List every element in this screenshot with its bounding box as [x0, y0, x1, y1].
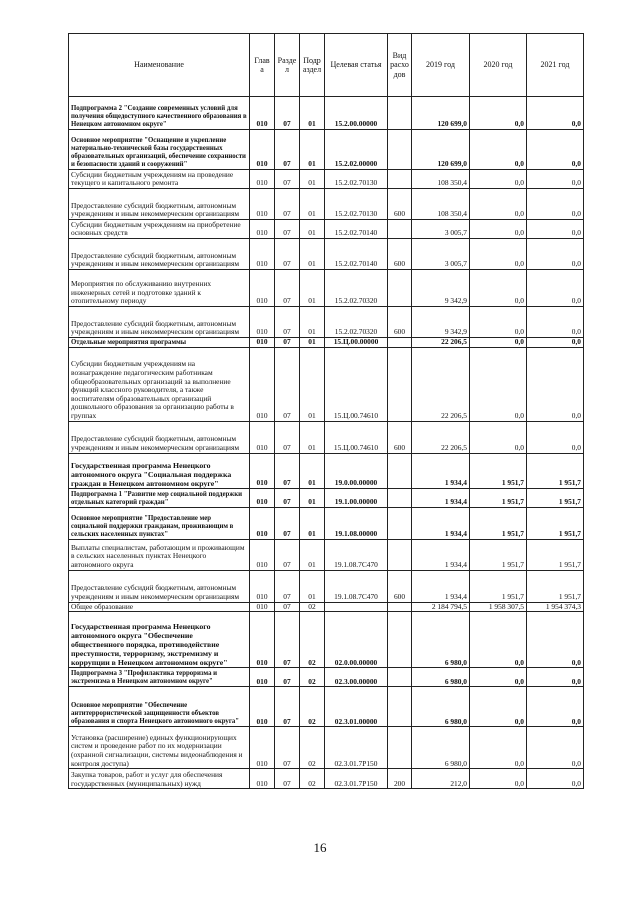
cell-expense-type: 600 — [388, 570, 412, 602]
cell-2020: 0,0 — [470, 347, 527, 421]
cell-glava: 010 — [250, 189, 275, 220]
cell-name: Подпрограмма 3 "Профилактика терроризма и экстремизма в Ненецком автономном округе" — [69, 668, 250, 687]
cell-glava: 010 — [250, 130, 275, 170]
table-body — [69, 97, 584, 789]
cell-podrazdel: 02 — [300, 769, 325, 789]
cell-2019: 3 005,7 — [412, 239, 470, 270]
budget-table-sheet — [68, 33, 583, 789]
table-row — [69, 347, 584, 421]
cell-razdel: 07 — [275, 488, 300, 507]
cell-name: Основное мероприятие "Обеспечение антитеррористической защищенности объектов образования и спорта Ненецкого автономного округа" — [69, 687, 250, 727]
table-row — [69, 130, 584, 170]
header-podrazdel: Подр аздел — [300, 34, 325, 97]
header-name: Наименование — [69, 34, 250, 97]
cell-podrazdel: 01 — [300, 189, 325, 220]
cell-2019: 22 206,5 — [412, 347, 470, 421]
table-row — [69, 97, 584, 130]
cell-2019: 108 350,4 — [412, 170, 470, 189]
cell-2020: 0,0 — [470, 338, 527, 348]
cell-2021: 0,0 — [527, 130, 584, 170]
cell-target-article: 19.1.00.00000 — [325, 488, 388, 507]
cell-2019: 6 980,0 — [412, 668, 470, 687]
cell-2019: 6 980,0 — [412, 687, 470, 727]
table-row — [69, 507, 584, 539]
cell-expense-type — [388, 668, 412, 687]
table-row — [69, 338, 584, 348]
cell-podrazdel: 01 — [300, 270, 325, 307]
cell-expense-type: 600 — [388, 239, 412, 270]
cell-glava: 010 — [250, 170, 275, 189]
cell-2020: 0,0 — [470, 668, 527, 687]
cell-podrazdel: 01 — [300, 338, 325, 348]
cell-expense-type — [388, 270, 412, 307]
cell-razdel: 07 — [275, 130, 300, 170]
cell-podrazdel: 02 — [300, 602, 325, 612]
cell-name: Субсидии бюджетным учреждениям на вознаграждение педагогическим работникам общеобразовательных организаций за выполнение функций классного руководителя, а также воспитателям образовательных организаций дошкольного образования за организацию работы в группах — [69, 347, 250, 421]
table-row — [69, 602, 584, 612]
cell-name: Предоставление субсидий бюджетным, автономным учреждениям и иным некоммерческим организациям — [69, 570, 250, 602]
header-2021: 2021 год — [527, 34, 584, 97]
cell-name: Закупка товаров, работ и услуг для обеспечения государственных (муниципальных) нужд — [69, 769, 250, 789]
cell-2019: 120 699,0 — [412, 97, 470, 130]
cell-target-article — [325, 602, 388, 612]
cell-2021: 0,0 — [527, 612, 584, 668]
cell-glava: 010 — [250, 220, 275, 239]
cell-2021: 1 951,7 — [527, 539, 584, 570]
cell-2021: 0,0 — [527, 239, 584, 270]
cell-glava: 010 — [250, 338, 275, 348]
cell-target-article: 15.Ц.00.74610 — [325, 421, 388, 453]
cell-2019: 1 934,4 — [412, 507, 470, 539]
cell-name: Подпрограмма 2 "Создание современных условий для получения общедоступного качественного образования в Ненецком автономном округе" — [69, 97, 250, 130]
cell-2021: 1 954 374,3 — [527, 602, 584, 612]
cell-expense-type — [388, 687, 412, 727]
header-2019: 2019 год — [412, 34, 470, 97]
cell-2021: 0,0 — [527, 307, 584, 338]
cell-2020: 0,0 — [470, 220, 527, 239]
cell-target-article: 02.3.01.00000 — [325, 687, 388, 727]
cell-razdel: 07 — [275, 270, 300, 307]
cell-target-article: 15.2.00.00000 — [325, 97, 388, 130]
cell-name: Государственная программа Ненецкого автономного округа "Обеспечение общественного порядка, противодействие преступности, терроризму, экстремизму и коррупции в Ненецком автономном округе" — [69, 612, 250, 668]
cell-glava: 010 — [250, 507, 275, 539]
cell-glava: 010 — [250, 239, 275, 270]
cell-expense-type — [388, 507, 412, 539]
cell-glava: 010 — [250, 421, 275, 453]
cell-target-article: 02.3.01.7Р150 — [325, 727, 388, 769]
cell-target-article: 15.Ц.00.74610 — [325, 347, 388, 421]
cell-expense-type — [388, 338, 412, 348]
cell-razdel: 07 — [275, 727, 300, 769]
cell-razdel: 07 — [275, 189, 300, 220]
header-2020: 2020 год — [470, 34, 527, 97]
table-row — [69, 727, 584, 769]
table-row — [69, 239, 584, 270]
cell-2021: 0,0 — [527, 338, 584, 348]
page-number: 16 — [313, 840, 327, 855]
cell-glava: 010 — [250, 453, 275, 488]
header-glava: Глав а — [250, 34, 275, 97]
cell-2019: 9 342,9 — [412, 307, 470, 338]
table-row — [69, 220, 584, 239]
cell-2020: 0,0 — [470, 307, 527, 338]
cell-podrazdel: 01 — [300, 239, 325, 270]
table-row — [69, 453, 584, 488]
table-row — [69, 687, 584, 727]
table-row — [69, 668, 584, 687]
cell-2021: 0,0 — [527, 270, 584, 307]
cell-podrazdel: 01 — [300, 539, 325, 570]
cell-expense-type — [388, 347, 412, 421]
cell-target-article: 15.2.02.70130 — [325, 170, 388, 189]
cell-expense-type — [388, 130, 412, 170]
cell-target-article: 15.2.02.70320 — [325, 307, 388, 338]
cell-2020: 1 951,7 — [470, 570, 527, 602]
cell-name: Общее образование — [69, 602, 250, 612]
cell-target-article: 15.2.02.70320 — [325, 270, 388, 307]
cell-target-article: 02.3.01.7Р150 — [325, 769, 388, 789]
cell-podrazdel: 01 — [300, 453, 325, 488]
cell-2020: 0,0 — [470, 270, 527, 307]
cell-2019: 22 206,5 — [412, 421, 470, 453]
cell-razdel: 07 — [275, 612, 300, 668]
cell-podrazdel: 01 — [300, 570, 325, 602]
cell-razdel: 07 — [275, 338, 300, 348]
cell-2019: 2 184 794,5 — [412, 602, 470, 612]
cell-target-article: 19.1.08.7С470 — [325, 570, 388, 602]
cell-expense-type — [388, 220, 412, 239]
cell-2021: 0,0 — [527, 189, 584, 220]
cell-name: Предоставление субсидий бюджетным, автономным учреждениям и иным некоммерческим организациям — [69, 239, 250, 270]
cell-name: Предоставление субсидий бюджетным, автономным учреждениям и иным некоммерческим организациям — [69, 189, 250, 220]
cell-expense-type — [388, 170, 412, 189]
cell-podrazdel: 02 — [300, 668, 325, 687]
cell-2020: 1 958 307,5 — [470, 602, 527, 612]
cell-expense-type — [388, 539, 412, 570]
cell-target-article: 19.1.08.7С470 — [325, 539, 388, 570]
cell-2020: 1 951,7 — [470, 539, 527, 570]
cell-2021: 0,0 — [527, 687, 584, 727]
cell-razdel: 07 — [275, 769, 300, 789]
cell-podrazdel: 02 — [300, 687, 325, 727]
cell-podrazdel: 02 — [300, 612, 325, 668]
header-target-article: Целевая статья — [325, 34, 388, 97]
cell-name: Выплаты специалистам, работающим и проживающим в сельских населенных пунктах Ненецкого автономного округа — [69, 539, 250, 570]
cell-2019: 1 934,4 — [412, 539, 470, 570]
cell-razdel: 07 — [275, 347, 300, 421]
cell-2020: 0,0 — [470, 727, 527, 769]
cell-name: Основное мероприятие "Предоставление мер социальной поддержки гражданам, проживающим в сельских населенных пунктах" — [69, 507, 250, 539]
cell-razdel: 07 — [275, 602, 300, 612]
cell-podrazdel: 01 — [300, 97, 325, 130]
cell-2021: 1 951,7 — [527, 453, 584, 488]
cell-2021: 0,0 — [527, 727, 584, 769]
table-row — [69, 421, 584, 453]
table-row — [69, 307, 584, 338]
cell-2020: 1 951,7 — [470, 488, 527, 507]
cell-target-article: 15.2.02.00000 — [325, 130, 388, 170]
cell-expense-type — [388, 488, 412, 507]
cell-2019: 108 350,4 — [412, 189, 470, 220]
cell-podrazdel: 01 — [300, 220, 325, 239]
table-row — [69, 612, 584, 668]
cell-target-article: 19.1.08.00000 — [325, 507, 388, 539]
cell-razdel: 07 — [275, 570, 300, 602]
header-razdel: Разде л — [275, 34, 300, 97]
cell-target-article: 02.3.00.00000 — [325, 668, 388, 687]
cell-expense-type — [388, 97, 412, 130]
cell-2019: 1 934,4 — [412, 453, 470, 488]
cell-target-article: 15.2.02.70130 — [325, 189, 388, 220]
cell-glava: 010 — [250, 687, 275, 727]
cell-glava: 010 — [250, 727, 275, 769]
cell-2021: 0,0 — [527, 97, 584, 130]
cell-razdel: 07 — [275, 687, 300, 727]
cell-expense-type — [388, 727, 412, 769]
cell-target-article: 02.0.00.00000 — [325, 612, 388, 668]
cell-expense-type — [388, 453, 412, 488]
table-row — [69, 170, 584, 189]
table-row — [69, 539, 584, 570]
cell-2020: 0,0 — [470, 130, 527, 170]
cell-glava: 010 — [250, 602, 275, 612]
cell-2020: 0,0 — [470, 170, 527, 189]
table-row — [69, 488, 584, 507]
cell-2020: 0,0 — [470, 239, 527, 270]
cell-podrazdel: 01 — [300, 421, 325, 453]
cell-2020: 0,0 — [470, 769, 527, 789]
cell-podrazdel: 01 — [300, 130, 325, 170]
cell-2021: 0,0 — [527, 668, 584, 687]
cell-2021: 1 951,7 — [527, 507, 584, 539]
cell-name: Мероприятия по обслуживанию внутренних инженерных сетей и подготовке зданий к отопительному периоду — [69, 270, 250, 307]
cell-podrazdel: 02 — [300, 727, 325, 769]
budget-table — [68, 33, 584, 789]
cell-2019: 1 934,4 — [412, 570, 470, 602]
cell-name: Основное мероприятие "Оснащение и укрепление материально-технической базы государственных образовательных организаций, обеспечение сохранности и безопасности зданий и сооружений" — [69, 130, 250, 170]
cell-2020: 0,0 — [470, 612, 527, 668]
table-row — [69, 189, 584, 220]
cell-expense-type: 600 — [388, 421, 412, 453]
cell-2020: 1 951,7 — [470, 453, 527, 488]
cell-target-article: 15.2.02.70140 — [325, 239, 388, 270]
table-row — [69, 769, 584, 789]
cell-2019: 6 980,0 — [412, 727, 470, 769]
cell-2020: 0,0 — [470, 421, 527, 453]
cell-2019: 1 934,4 — [412, 488, 470, 507]
cell-name: Предоставление субсидий бюджетным, автономным учреждениям и иным некоммерческим организациям — [69, 421, 250, 453]
cell-razdel: 07 — [275, 239, 300, 270]
cell-target-article: 15.2.02.70140 — [325, 220, 388, 239]
cell-glava: 010 — [250, 270, 275, 307]
cell-glava: 010 — [250, 307, 275, 338]
cell-2021: 1 951,7 — [527, 488, 584, 507]
cell-glava: 010 — [250, 488, 275, 507]
cell-razdel: 07 — [275, 170, 300, 189]
cell-name: Государственная программа Ненецкого автономного округа "Социальная поддержка граждан в Ненецком автономном округе" — [69, 453, 250, 488]
cell-2019: 22 206,5 — [412, 338, 470, 348]
cell-glava: 010 — [250, 539, 275, 570]
cell-2021: 0,0 — [527, 220, 584, 239]
table-row — [69, 270, 584, 307]
cell-podrazdel: 01 — [300, 307, 325, 338]
cell-2021: 0,0 — [527, 769, 584, 789]
cell-expense-type: 200 — [388, 769, 412, 789]
cell-name: Отдельные мероприятия программы — [69, 338, 250, 348]
cell-2019: 6 980,0 — [412, 612, 470, 668]
cell-target-article: 15.Ц.00.00000 — [325, 338, 388, 348]
cell-glava: 010 — [250, 769, 275, 789]
cell-razdel: 07 — [275, 507, 300, 539]
table-row — [69, 570, 584, 602]
cell-razdel: 07 — [275, 97, 300, 130]
cell-2021: 0,0 — [527, 170, 584, 189]
cell-razdel: 07 — [275, 307, 300, 338]
cell-razdel: 07 — [275, 539, 300, 570]
cell-2019: 3 005,7 — [412, 220, 470, 239]
cell-name: Предоставление субсидий бюджетным, автономным учреждениям и иным некоммерческим организациям — [69, 307, 250, 338]
cell-2019: 9 342,9 — [412, 270, 470, 307]
cell-2021: 0,0 — [527, 421, 584, 453]
cell-name: Субсидии бюджетным учреждениям на проведение текущего и капитального ремонта — [69, 170, 250, 189]
cell-podrazdel: 01 — [300, 507, 325, 539]
cell-glava: 010 — [250, 97, 275, 130]
cell-expense-type — [388, 602, 412, 612]
cell-glava: 010 — [250, 347, 275, 421]
cell-2020: 0,0 — [470, 97, 527, 130]
cell-2021: 0,0 — [527, 347, 584, 421]
cell-razdel: 07 — [275, 421, 300, 453]
cell-podrazdel: 01 — [300, 347, 325, 421]
cell-podrazdel: 01 — [300, 170, 325, 189]
cell-2020: 0,0 — [470, 687, 527, 727]
cell-name: Установка (расширение) единых функционирующих систем и проведение работ по их модернизации (охранной сигнализации, системы видеонаблюдения и контроля доступа) — [69, 727, 250, 769]
table-header-row — [69, 34, 584, 97]
cell-expense-type — [388, 612, 412, 668]
cell-2020: 1 951,7 — [470, 507, 527, 539]
cell-2021: 1 951,7 — [527, 570, 584, 602]
cell-2019: 212,0 — [412, 769, 470, 789]
cell-podrazdel: 01 — [300, 488, 325, 507]
cell-razdel: 07 — [275, 668, 300, 687]
cell-expense-type: 600 — [388, 307, 412, 338]
cell-glava: 010 — [250, 612, 275, 668]
cell-razdel: 07 — [275, 220, 300, 239]
cell-2020: 0,0 — [470, 189, 527, 220]
header-expense-type: Вид расхо дов — [388, 34, 412, 97]
cell-target-article: 19.0.00.00000 — [325, 453, 388, 488]
cell-2019: 120 699,0 — [412, 130, 470, 170]
cell-name: Субсидии бюджетным учреждениям на приобретение основных средств — [69, 220, 250, 239]
cell-name: Подпрограмма 1 "Развитие мер социальной поддержки отдельных категорий граждан" — [69, 488, 250, 507]
cell-expense-type: 600 — [388, 189, 412, 220]
cell-razdel: 07 — [275, 453, 300, 488]
cell-glava: 010 — [250, 668, 275, 687]
cell-glava: 010 — [250, 570, 275, 602]
